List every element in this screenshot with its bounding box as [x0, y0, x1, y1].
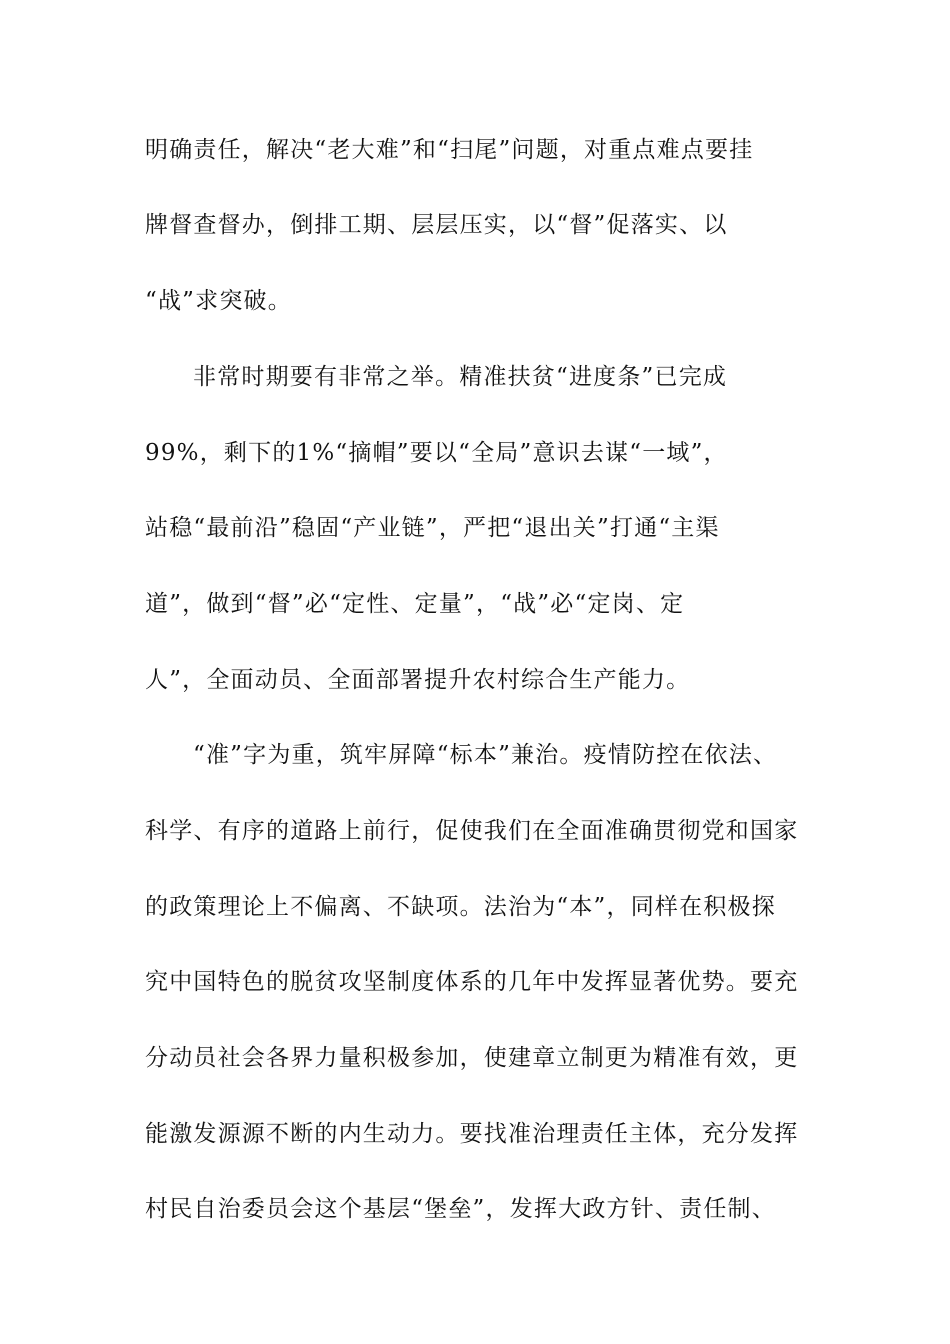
text-line: “战”求突破。 [145, 288, 292, 314]
text-line: 科学、有序的道路上前行，促使我们在全面准确贯彻党和国家 [145, 818, 799, 844]
text-line: 村民自治委员会这个基层“堡垒”，发挥大政方针、责任制、 [145, 1196, 776, 1222]
text-line: 的政策理论上不偏离、不缺项。法治为“本”，同样在积极探 [145, 894, 776, 920]
text-line: 能激发源源不断的内生动力。要找准治理责任主体，充分发挥 [145, 1121, 799, 1147]
paragraph-start-line: “准”字为重，筑牢屏障“标本”兼治。疫情防控在依法、 [193, 742, 778, 768]
text-line: 分动员社会各界力量积极参加，使建章立制更为精准有效，更 [145, 1045, 799, 1071]
text-line: 道”，做到“督”必“定性、定量”，“战”必“定岗、定 [145, 591, 685, 617]
paragraph-start-line: 非常时期要有非常之举。精准扶贫“进度条”已完成 [193, 364, 728, 390]
text-line: 99%，剩下的1%“摘帽”要以“全局”意识去谋“一域”， [145, 440, 728, 466]
text-line: 究中国特色的脱贫攻坚制度体系的几年中发挥显著优势。要充 [145, 969, 799, 995]
text-line: 站稳“最前沿”稳固“产业链”，严把“退出关”打通“主渠 [145, 515, 720, 541]
text-line: 明确责任，解决“老大难”和“扫尾”问题，对重点难点要挂 [145, 137, 754, 163]
text-line: 牌督查督办，倒排工期、层层压实，以“督”促落实、以 [145, 212, 728, 238]
text-line: 人”，全面动员、全面部署提升农村综合生产能力。 [145, 667, 691, 693]
